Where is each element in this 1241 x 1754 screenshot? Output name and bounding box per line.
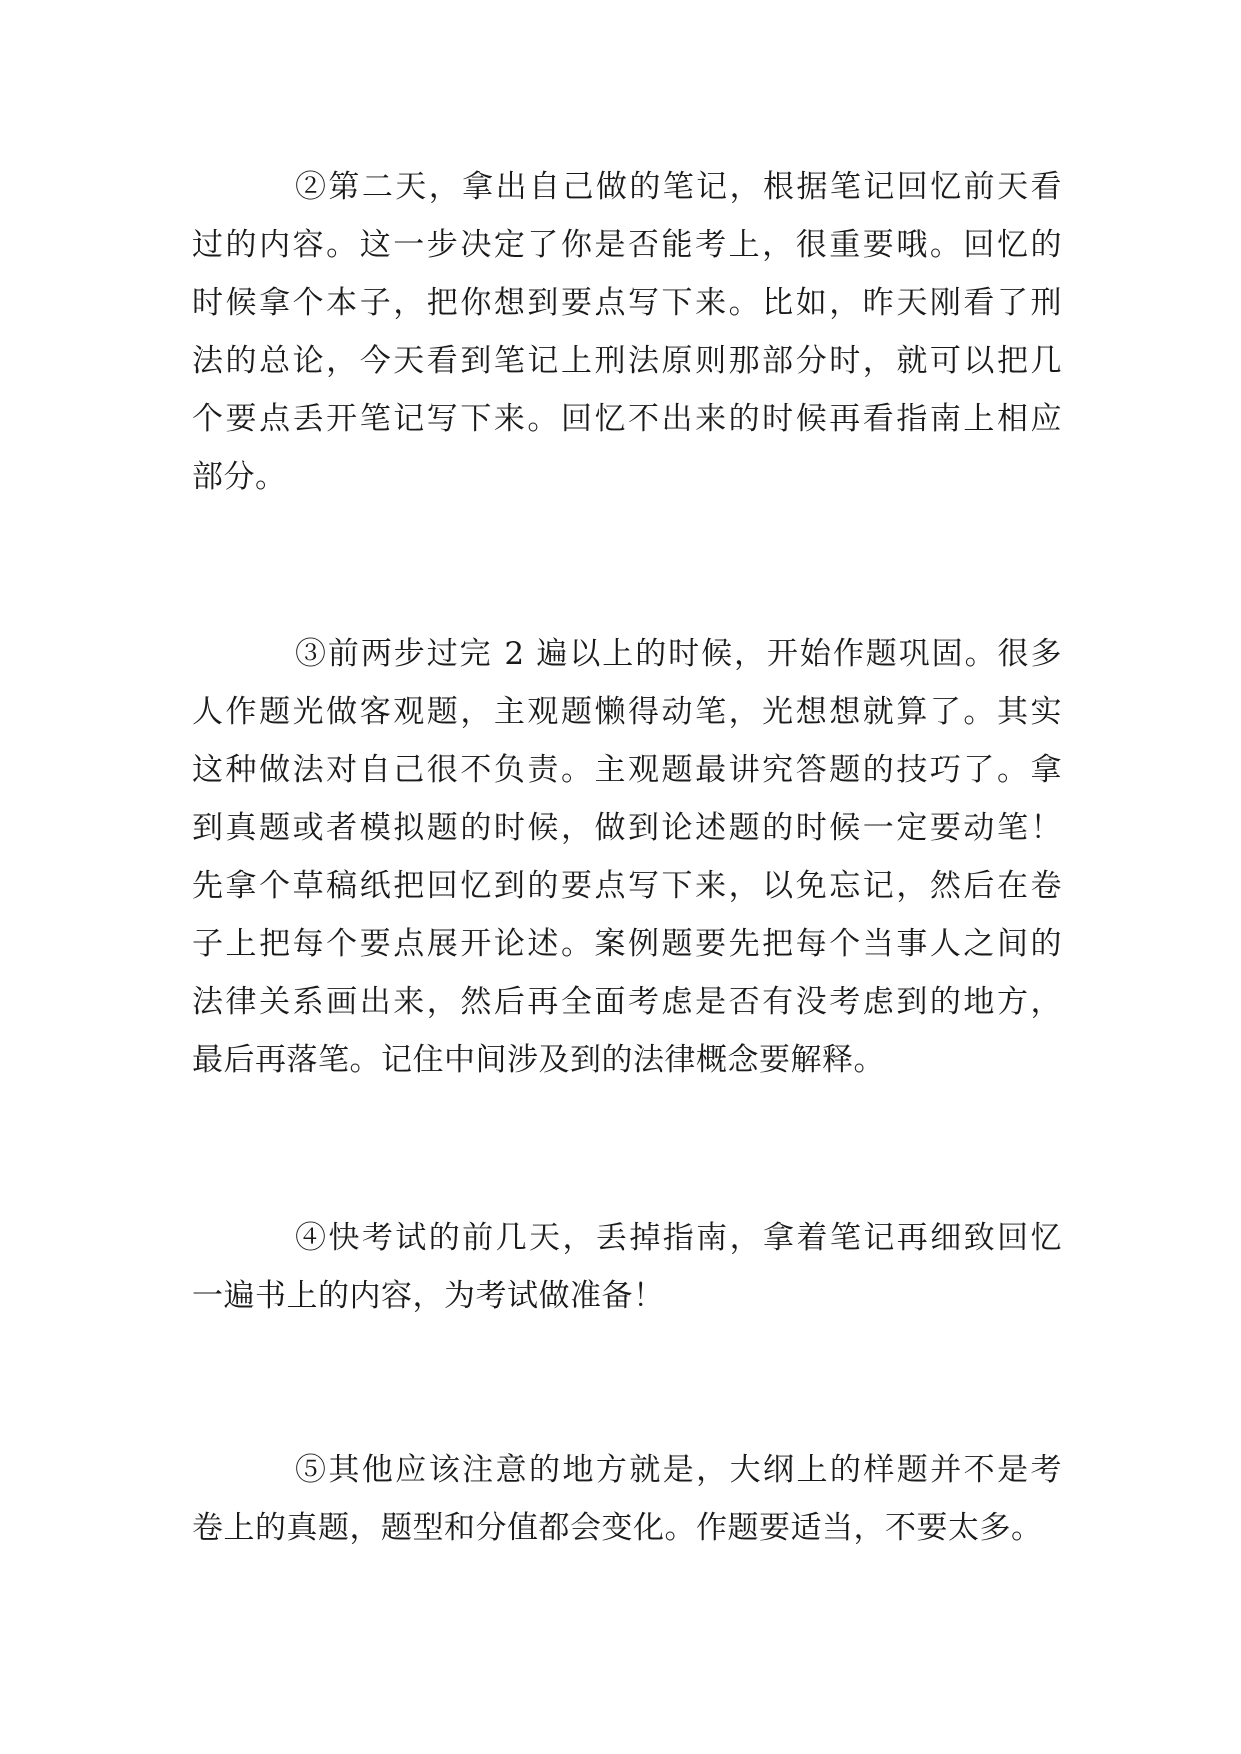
paragraph-line: 部分。 (192, 459, 287, 495)
paragraph-step-2 (192, 158, 1062, 506)
paragraph-line: 人作题光做客观题，主观题懒得动笔，光想想就算了。其实 (192, 694, 1062, 730)
paragraph-step-3 (192, 625, 1062, 1089)
paragraph-line: 过的内容。这一步决定了你是否能考上，很重要哦。回忆的 (192, 227, 1062, 263)
paragraph-line: ③前两步过完 2 遍以上的时候，开始作题巩固。很多 (295, 636, 1062, 672)
paragraph-line: 卷上的真题，题型和分值都会变化。作题要适当，不要太多。 (192, 1510, 1043, 1546)
paragraph-line: ②第二天，拿出自己做的笔记，根据笔记回忆前天看 (295, 169, 1062, 205)
paragraph-line: 法律关系画出来，然后再全面考虑是否有没考虑到的地方， (192, 984, 1062, 1020)
paragraph-line: 到真题或者模拟题的时候，做到论述题的时候一定要动笔！ (192, 810, 1062, 846)
paragraph-line: 最后再落笔。记住中间涉及到的法律概念要解释。 (192, 1042, 885, 1078)
paragraph-line: 先拿个草稿纸把回忆到的要点写下来，以免忘记，然后在卷 (192, 868, 1062, 904)
paragraph-step-4 (192, 1209, 1062, 1325)
paragraph-line: ④快考试的前几天，丢掉指南，拿着笔记再细致回忆 (295, 1220, 1062, 1256)
paragraph-line: 法的总论，今天看到笔记上刑法原则那部分时，就可以把几 (192, 343, 1062, 379)
paragraph-line: 时候拿个本子，把你想到要点写下来。比如，昨天刚看了刑 (192, 285, 1062, 321)
paragraph-step-5 (192, 1441, 1062, 1557)
paragraph-line: ⑤其他应该注意的地方就是，大纲上的样题并不是考 (295, 1452, 1062, 1488)
paragraph-line: 这种做法对自己很不负责。主观题最讲究答题的技巧了。拿 (192, 752, 1062, 788)
paragraph-line: 个要点丢开笔记写下来。回忆不出来的时候再看指南上相应 (192, 401, 1062, 437)
paragraph-line: 一遍书上的内容，为考试做准备！ (192, 1278, 665, 1314)
paragraph-line: 子上把每个要点展开论述。案例题要先把每个当事人之间的 (192, 926, 1062, 962)
